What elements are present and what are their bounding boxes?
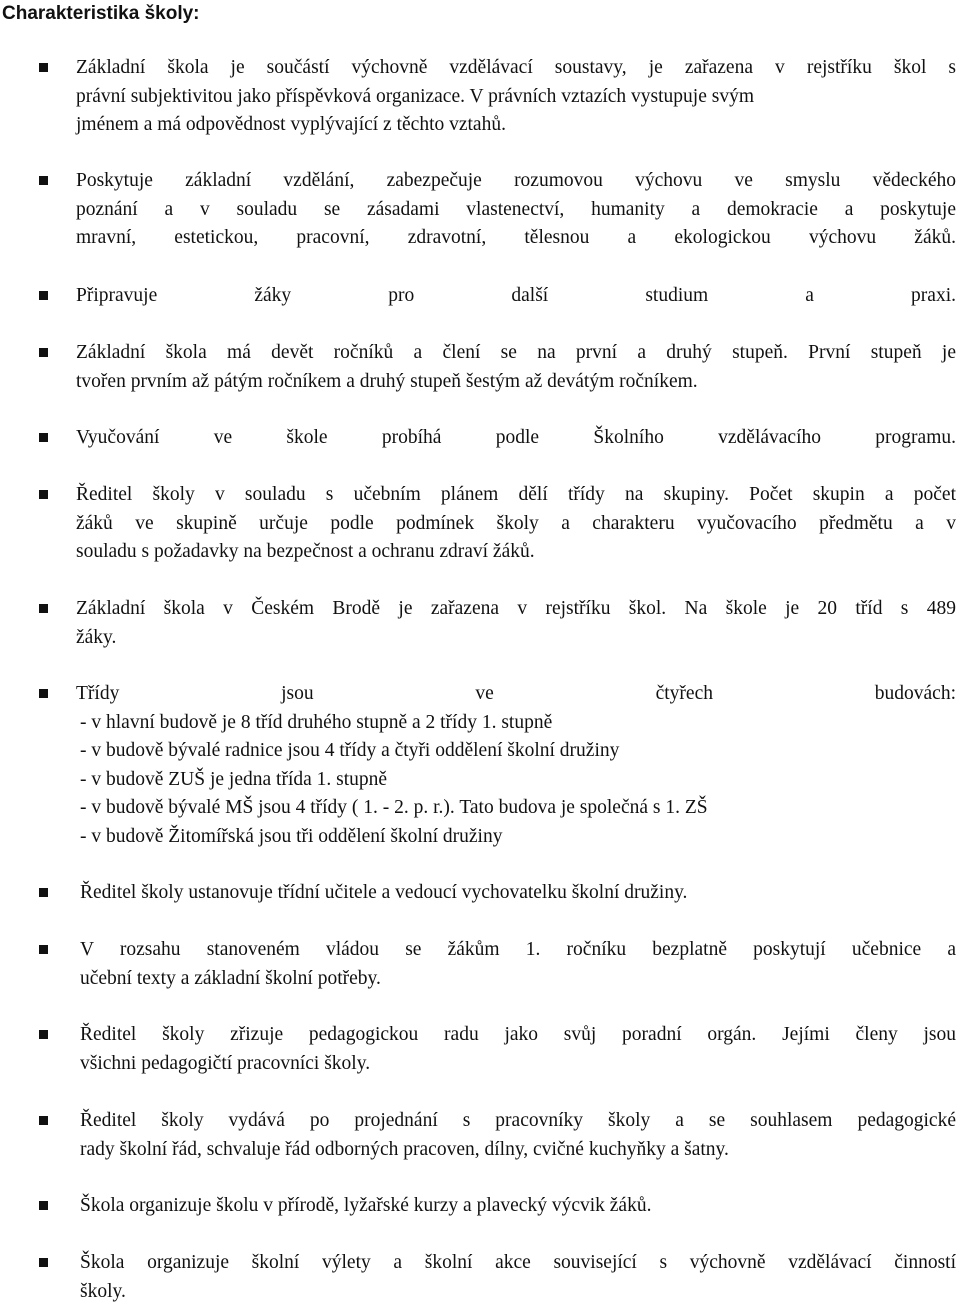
square-bullet-icon [39, 1258, 48, 1267]
list-item-text [76, 167, 956, 253]
text-line: Ředitel školy v souladu s učebním plánem dělí třídy na skupiny. Počet skupin a počet [76, 484, 956, 505]
list-item-text [76, 680, 956, 851]
text-line: Poskytuje základní vzdělání, zabezpečuje rozumovou výchovu ve smyslu vědeckého [76, 170, 956, 191]
square-bullet-icon [39, 888, 48, 897]
list-item-text [76, 481, 956, 567]
text-line: mravní, estetickou, pracovní, zdravotní, tělesnou a ekologickou výchovu žáků. [76, 227, 956, 248]
text-line: Ředitel školy zřizuje pedagogickou radu jako svůj poradní orgán. Jejími členy jsou [80, 1024, 956, 1045]
list-item-text [80, 1192, 956, 1221]
text-line: Připravuje žáky pro další studium a praxi. [76, 285, 956, 306]
section-heading: Charakteristika školy: [2, 3, 200, 24]
list-item-text [76, 424, 956, 453]
text-line: Základní škola má devět ročníků a člení se na první a druhý stupeň. První stupeň je [76, 342, 956, 363]
square-bullet-icon [39, 1030, 48, 1039]
square-bullet-icon [39, 63, 48, 72]
text-line: rady školní řád, schvaluje řád odborných pracoven, dílny, cvičné kuchyňky a šatny. [80, 1138, 729, 1160]
square-bullet-icon [39, 1201, 48, 1210]
text-line: Vyučování ve škole probíhá podle Školního vzdělávacího programu. [76, 427, 956, 448]
list-item-text [76, 54, 956, 140]
sub-line: - v budově bývalé radnice jsou 4 třídy a čtyři oddělení školní družiny [80, 740, 620, 761]
list-item-text [80, 1249, 956, 1306]
text-line: tvořen prvním až pátým ročníkem a druhý stupeň šestým až devátým ročníkem. [76, 370, 698, 392]
text-line: Škola organizuje školní výlety a školní akce související s výchovně vzdělávací činností [80, 1252, 956, 1273]
square-bullet-icon [39, 348, 48, 357]
text-line: poznání a v souladu se zásadami vlastenectví, humanity a demokracie a poskytuje [76, 198, 956, 220]
text-line: jménem a má odpovědnost vyplývající z těchto vztahů. [76, 114, 506, 135]
list-item-text [80, 936, 956, 993]
sub-line: - v budově bývalé MŠ jsou 4 třídy ( 1. - 2. p. r.). Tato budova je společná s 1. ZŠ [80, 797, 708, 818]
text-line: Základní škola je součástí výchovně vzdělávací soustavy, je zařazena v rejstříku škol s [76, 57, 956, 78]
square-bullet-icon [39, 604, 48, 613]
list-item-text [76, 339, 956, 396]
text-line: právní subjektivitou jako příspěvková organizace. V právních vztazích vystupuje svým [76, 85, 755, 107]
text-line: žáky. [76, 626, 117, 648]
list-item-text [80, 879, 956, 908]
text-line: Škola organizuje školu v přírodě, lyžařské kurzy a plavecký výcvik žáků. [80, 1195, 652, 1216]
text-line: Ředitel školy ustanovuje třídní učitele a vedoucí vychovatelku školní družiny. [80, 882, 688, 903]
text-line: všichni pedagogičtí pracovníci školy. [80, 1052, 371, 1074]
text-line: učební texty a základní školní potřeby. [80, 967, 381, 989]
text-line: Ředitel školy vydává po projednání s pracovníky školy a se souhlasem pedagogické [80, 1110, 956, 1131]
sub-line: - v hlavní budově je 8 tříd druhého stupně a 2 třídy 1. stupně [80, 711, 553, 733]
sub-line: - v budově Žitomířská jsou tři oddělení školní družiny [80, 825, 503, 847]
square-bullet-icon [39, 176, 48, 185]
text-line: školy. [80, 1280, 126, 1302]
square-bullet-icon [39, 689, 48, 698]
text-line: Třídy jsou ve čtyřech budovách: [76, 683, 956, 704]
square-bullet-icon [39, 490, 48, 499]
square-bullet-icon [39, 433, 48, 442]
list-item-text [80, 1107, 956, 1164]
square-bullet-icon [39, 945, 48, 954]
text-line: Základní škola v Českém Brodě je zařazena v rejstříku škol. Na škole je 20 tříd s 489 [76, 598, 956, 619]
sub-line: - v budově ZUŠ je jedna třída 1. stupně [80, 768, 388, 790]
square-bullet-icon [39, 291, 48, 300]
list-item-text [76, 282, 956, 311]
text-line: žáků ve skupině určuje podle podmínek školy a charakteru vyučovacího předmětu a v [76, 512, 956, 534]
list-item-text [80, 1021, 956, 1078]
text-line: souladu s požadavky na bezpečnost a ochranu zdraví žáků. [76, 541, 535, 562]
list-item-text [76, 595, 956, 652]
square-bullet-icon [39, 1116, 48, 1125]
text-line: V rozsahu stanoveném vládou se žákům 1. ročníku bezplatně poskytují učebnice a [80, 939, 956, 960]
